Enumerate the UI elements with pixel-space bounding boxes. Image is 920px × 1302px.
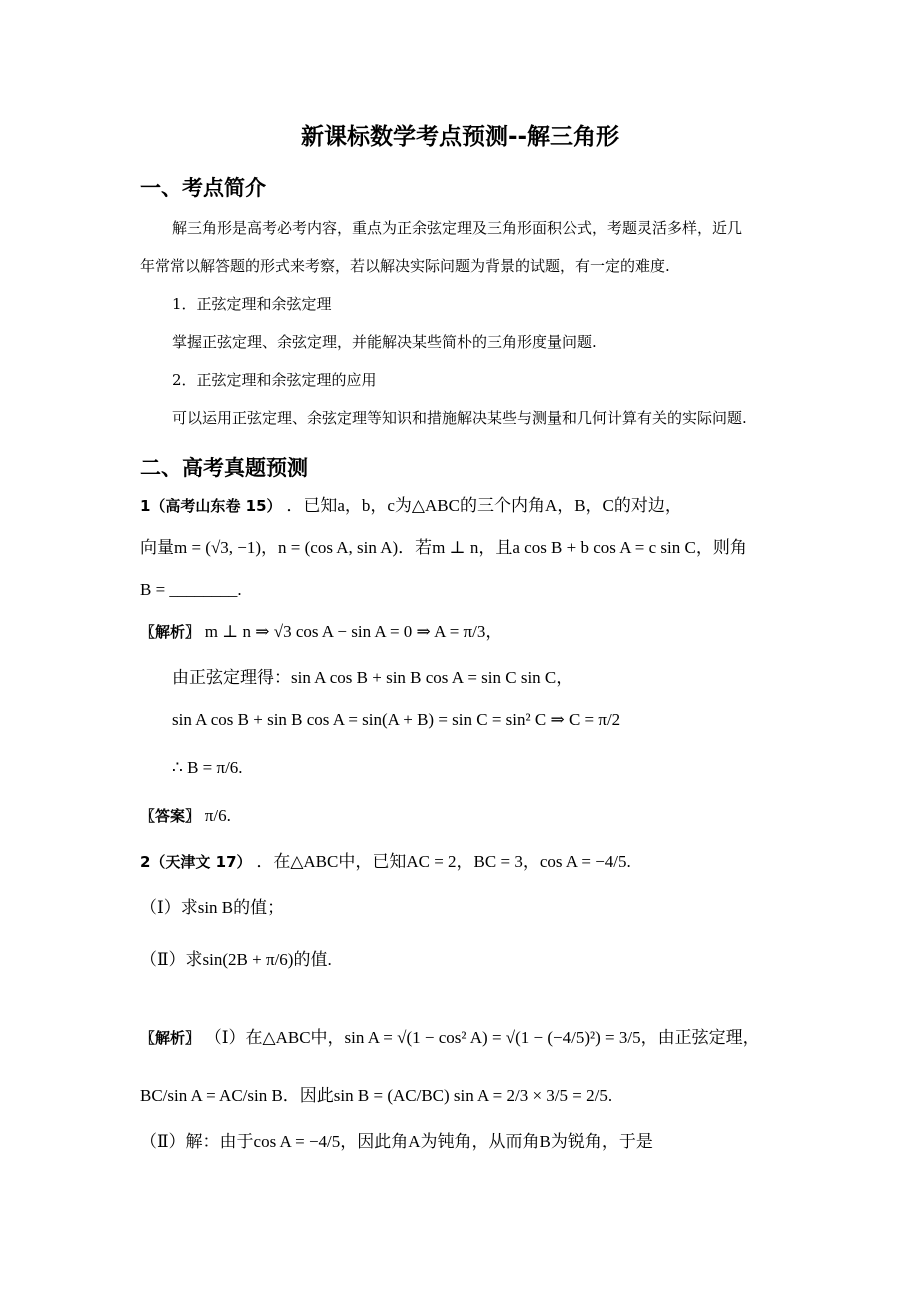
q2-sol-line-3: （Ⅱ）解：由于cos A = −4/5，因此角A为钝角，从而角B为锐角，于是 <box>140 1132 653 1151</box>
q1-analysis-line-1 <box>140 622 502 642</box>
item-1-text: 掌握正弦定理、余弦定理，并能解决某些简朴的三角形度量问题. <box>172 333 597 351</box>
section-heading-questions: 二、高考真题预测 <box>140 456 308 480</box>
q2-analysis-line-1 <box>140 1028 760 1048</box>
q2-label: 2（天津文 17） <box>140 853 252 871</box>
q1-answer: π/6. <box>204 806 231 825</box>
q2-sol-line-1: （Ⅰ）在△ABC中，sin A = √(1 − cos² A) = √(1 − (−4/5)²) = 3/5，由正弦定理， <box>204 1028 760 1047</box>
answer-tag: 〖答案〗 <box>140 807 201 825</box>
q2-part-1: （Ⅰ）求sin B的值； <box>140 898 285 917</box>
q1-label: 1（高考山东卷 15） <box>140 497 282 515</box>
analysis-tag-2: 〖解析〗 <box>140 1029 201 1047</box>
q2-sol-line-2: BC/sin A = AC/sin B．因此sin B = (AC/BC) sin A = 2/3 × 3/5 = 2/5. <box>140 1086 613 1105</box>
intro-line-1: 解三角形是高考必考内容，重点为正余弦定理及三角形面积公式，考题灵活多样，近几 <box>172 219 743 237</box>
item-2-text: 可以运用正弦定理、余弦定理等知识和措施解决某些与测量和几何计算有关的实际问题. <box>172 409 747 427</box>
q1-sol-line-3: sin A cos B + sin B cos A = sin(A + B) = sin C = sin² C ⇒ C = π/2 <box>172 710 621 729</box>
q1-stem-line-2: 向量m = (√3, −1)，n = (cos A, sin A)．若m ⊥ n，且a cos B + b cos A = c sin C，则角 <box>140 538 747 557</box>
q2-part-2: （Ⅱ）求sin(2B + π/6)的值. <box>140 950 332 969</box>
q1-sol-line-4: ∴ B = π/6. <box>172 758 243 777</box>
q1-stem-line-1 <box>140 496 682 516</box>
q1-sol-line-1: m ⊥ n ⇒ √3 cos A − sin A = 0 ⇒ A = π/3， <box>204 622 503 641</box>
q1-stem-text: ．已知a，b，c为△ABC的三个内角A，B，C的对边， <box>286 496 682 515</box>
item-2-title: 2．正弦定理和余弦定理的应用 <box>172 371 377 389</box>
item-1-title: 1．正弦定理和余弦定理 <box>172 295 332 313</box>
intro-line-2: 年常常以解答题的形式来考察，若以解决实际问题为背景的试题，有一定的难度. <box>140 257 670 275</box>
section-heading-intro: 一、考点简介 <box>140 176 266 200</box>
page-title: 新课标数学考点预测--解三角形 <box>300 124 620 150</box>
q2-stem-text: ．在△ABC中，已知AC = 2，BC = 3，cos A = −4/5. <box>256 852 631 871</box>
q1-stem-line-3: B = ________. <box>140 580 242 599</box>
q1-answer-line <box>140 806 231 826</box>
q1-sol-line-2: 由正弦定理得：sin A cos B + sin B cos A = sin C sin C， <box>172 668 574 687</box>
q2-stem-line <box>140 852 631 872</box>
analysis-tag: 〖解析〗 <box>140 623 201 641</box>
